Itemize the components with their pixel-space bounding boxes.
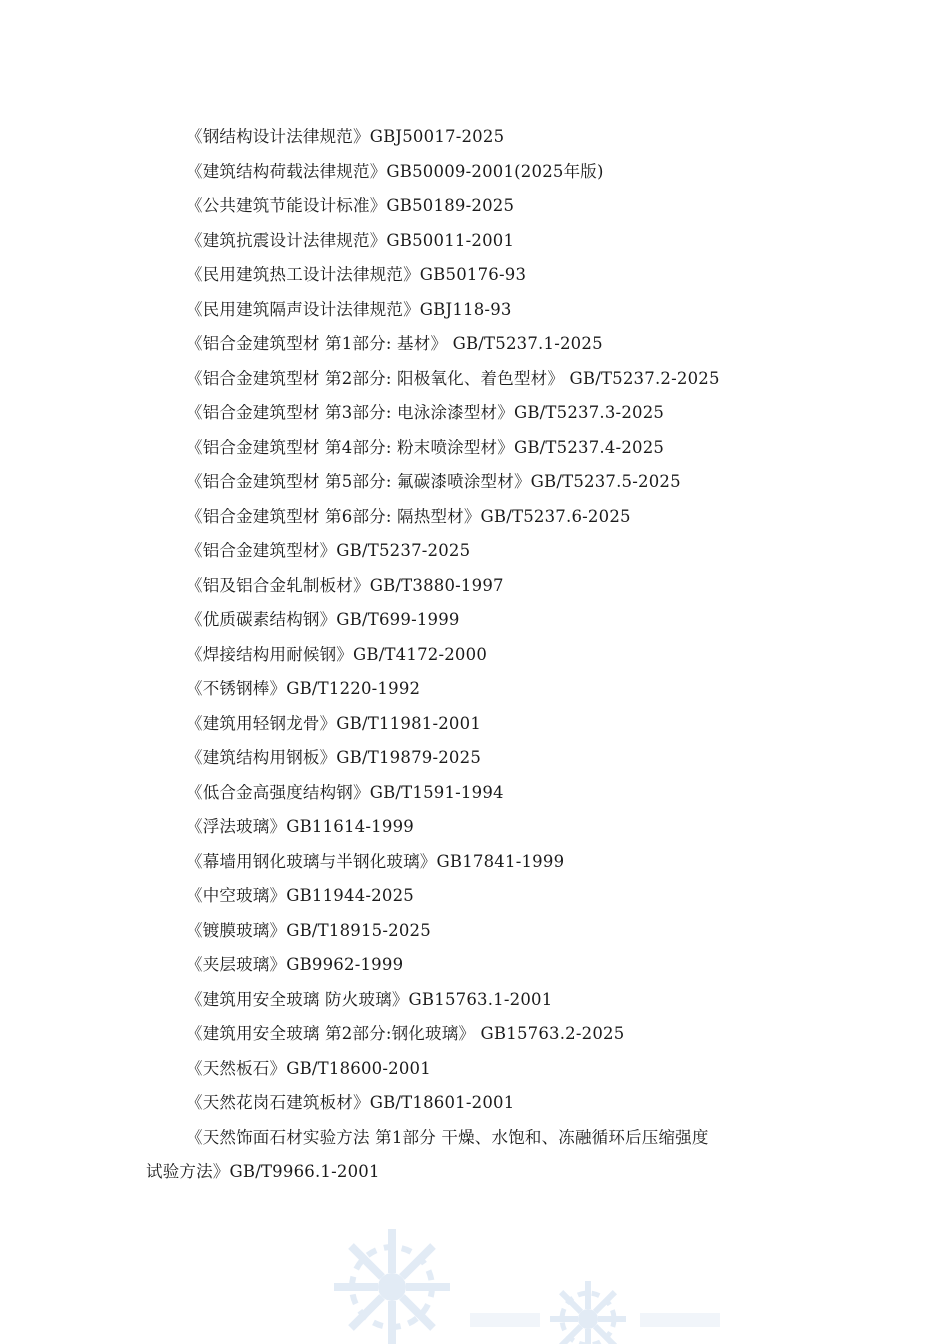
standard-line: 《铝及铝合金轧制板材》GB/T3880-1997 <box>186 575 504 595</box>
standard-line: 《钢结构设计法律规范》GBJ50017-2025 <box>186 127 505 146</box>
standard-line: 《建筑用安全玻璃 防火玻璃》GB15763.1-2001 <box>186 989 553 1009</box>
standard-line: 《铝合金建筑型材 第3部分: 电泳涂漆型材》GB/T5237.3-2025 <box>186 403 665 422</box>
standard-line: 《建筑结构用钢板》GB/T19879-2025 <box>186 748 482 767</box>
standard-line: 《天然板石》GB/T18600-2001 <box>186 1058 431 1078</box>
standard-line: 《浮法玻璃》GB11614-1999 <box>186 817 414 836</box>
standard-line: 《铝合金建筑型材 第5部分: 氟碳漆喷涂型材》GB/T5237.5-2025 <box>186 472 681 491</box>
standard-line: 《不锈钢棒》GB/T1220-1992 <box>186 679 421 698</box>
standard-line: 《天然花岗石建筑板材》GB/T18601-2001 <box>186 1093 515 1112</box>
standards-list <box>0 120 950 1190</box>
standard-line: 《铝合金建筑型材 第1部分: 基材》 GB/T5237.1-2025 <box>186 334 603 353</box>
standard-line: 《低合金高强度结构钢》GB/T1591-1994 <box>186 782 504 802</box>
standard-line: 《铝合金建筑型材 第6部分: 隔热型材》GB/T5237.6-2025 <box>186 506 631 526</box>
standard-line: 《建筑用轻钢龙骨》GB/T11981-2001 <box>186 713 482 733</box>
standard-line: 《建筑结构荷载法律规范》GB50009-2001(2025年版) <box>186 161 604 181</box>
standard-line: 《民用建筑隔声设计法律规范》GBJ118-93 <box>186 299 512 319</box>
standard-line: 《建筑用安全玻璃 第2部分:钢化玻璃》 GB15763.2-2025 <box>186 1024 625 1043</box>
standard-line: 《铝合金建筑型材 第4部分: 粉末喷涂型材》GB/T5237.4-2025 <box>186 437 665 457</box>
standard-line: 《中空玻璃》GB11944-2025 <box>186 886 414 905</box>
standard-line: 《镀膜玻璃》GB/T18915-2025 <box>186 920 431 940</box>
standard-line: 《天然饰面石材实验方法 第1部分 干燥、水饱和、冻融循环后压缩强度 <box>186 1127 709 1147</box>
standard-line-continuation: 试验方法》GB/T9966.1-2001 <box>146 1162 380 1181</box>
standard-line: 《铝合金建筑型材》GB/T5237-2025 <box>186 541 471 560</box>
snowflake-logo-icon <box>320 1225 740 1344</box>
standard-line: 《优质碳素结构钢》GB/T699-1999 <box>186 610 460 629</box>
standard-line: 《夹层玻璃》GB9962-1999 <box>186 955 404 974</box>
standard-line: 《公共建筑节能设计标准》GB50189-2025 <box>186 196 515 215</box>
standard-line: 《铝合金建筑型材 第2部分: 阳极氧化、着色型材》 GB/T5237.2-2025 <box>186 368 720 388</box>
standard-line: 《焊接结构用耐候钢》GB/T4172-2000 <box>186 644 488 664</box>
standard-line: 《建筑抗震设计法律规范》GB50011-2001 <box>186 230 515 250</box>
standard-line: 《民用建筑热工设计法律规范》GB50176-93 <box>186 265 527 284</box>
standard-line: 《幕墙用钢化玻璃与半钢化玻璃》GB17841-1999 <box>186 851 565 871</box>
